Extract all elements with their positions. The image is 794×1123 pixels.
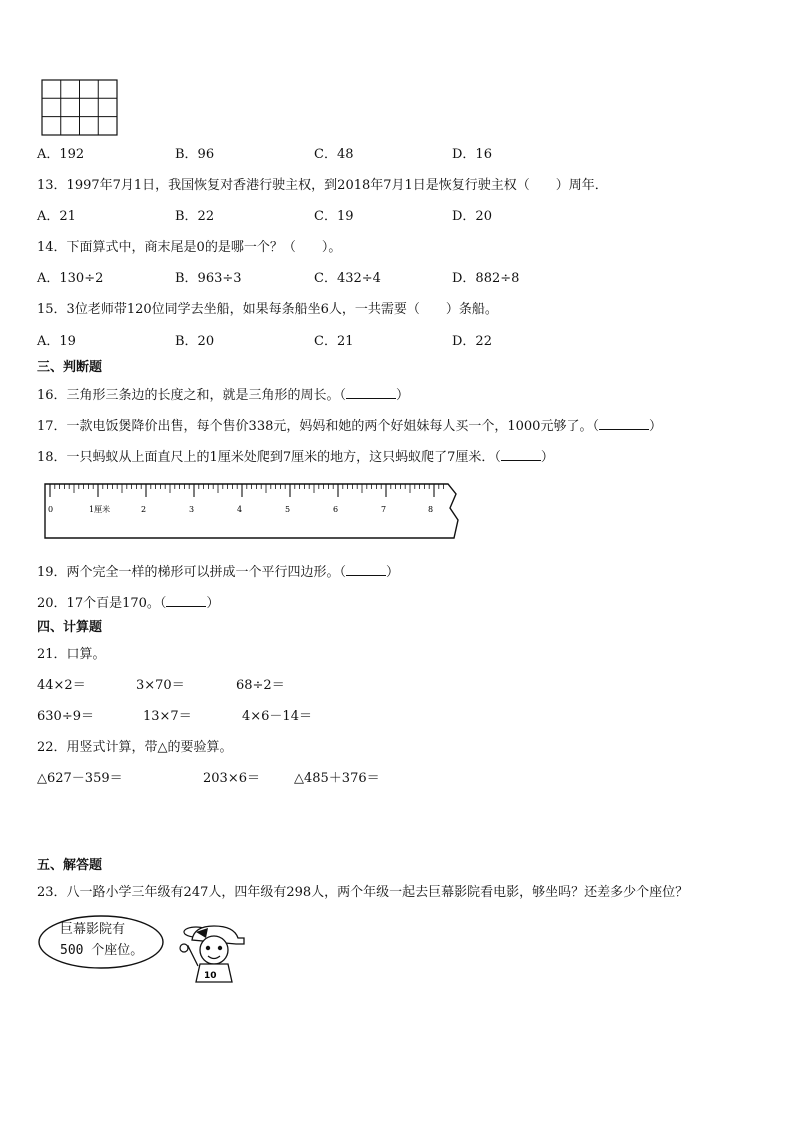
q21-text: 21．口算。 <box>37 647 106 662</box>
q15-text: 15．3位老师带120位同学去坐船，如果每条船坐6人，一共需要（ ）条船。 <box>37 302 498 317</box>
q12-option-b: B．96 <box>175 147 215 162</box>
q14-option-a: A．130÷2 <box>37 271 104 286</box>
q17-line <box>37 417 662 435</box>
ruler-label-5: 5 <box>285 505 291 514</box>
boy-illustration <box>178 922 250 986</box>
q14-option-d: D．882÷8 <box>452 271 520 286</box>
q16-line <box>37 386 409 404</box>
svg-text:10: 10 <box>204 971 217 981</box>
q18-close: ） <box>540 450 554 465</box>
ruler-label-0: 0 <box>48 505 54 514</box>
q21-item: 44×2＝ <box>37 678 86 693</box>
ruler-label-2: 2 <box>141 505 147 514</box>
q12-option-a: A．192 <box>37 147 85 162</box>
q21-item: 13×7＝ <box>143 709 192 724</box>
q14-option-c: C．432÷4 <box>314 271 381 286</box>
q12-option-c: C．48 <box>314 147 354 162</box>
q20-answer-blank[interactable] <box>166 594 206 607</box>
ruler-label-1: 1厘米 <box>89 505 111 514</box>
ruler-figure <box>44 482 472 542</box>
section-3-title: 三、判断题 <box>37 360 103 375</box>
q13-option-d: D．20 <box>452 209 492 224</box>
q19-close: ） <box>386 565 400 580</box>
q15-option-d: D．22 <box>452 334 492 349</box>
q16-answer-blank[interactable] <box>346 386 396 399</box>
q18-answer-blank[interactable] <box>501 448 541 461</box>
q17-text: 17．一款电饭煲降价出售，每个售价338元，妈妈和她的两个好姐妹每人买一个，1000元够了。（ <box>37 419 599 434</box>
q17-answer-blank[interactable] <box>599 417 649 430</box>
q21-item: 4×6－14＝ <box>242 709 312 724</box>
q13-option-a: A．21 <box>37 209 76 224</box>
bubble-line-1: 巨幕影院有 <box>60 922 126 937</box>
ruler-label-8: 8 <box>428 505 434 514</box>
q21-item: 3×70＝ <box>136 678 185 693</box>
bubble-line-2: 500 个座位。 <box>60 943 144 958</box>
q17-close: ） <box>648 419 662 434</box>
q15-option-a: A．19 <box>37 334 76 349</box>
q13-option-b: B．22 <box>175 209 215 224</box>
q23-text: 23．八一路小学三年级有247人，四年级有298人，两个年级一起去巨幕影院看电影，够坐吗？还差多少个座位？ <box>37 885 689 900</box>
q22-item: △627－359＝ <box>37 771 123 786</box>
q18-text: 18．一只蚂蚁从上面直尺上的1厘米处爬到7厘米的地方，这只蚂蚁爬了7厘米．（ <box>37 450 501 465</box>
q19-answer-blank[interactable] <box>346 563 386 576</box>
q21-item: 630÷9＝ <box>37 709 94 724</box>
grid-figure <box>41 79 119 137</box>
q21-item: 68÷2＝ <box>236 678 285 693</box>
q20-close: ） <box>206 596 220 611</box>
ruler-label-3: 3 <box>189 505 195 514</box>
q15-option-c: C．21 <box>314 334 354 349</box>
q12-option-d: D．16 <box>452 147 492 162</box>
section-5-title: 五、解答题 <box>37 858 103 873</box>
q14-text: 14．下面算式中，商末尾是0的是哪一个？（ ）。 <box>37 240 342 255</box>
section-4-title: 四、计算题 <box>37 620 103 635</box>
q18-line <box>37 448 554 466</box>
q20-line <box>37 594 219 612</box>
ruler-label-7: 7 <box>381 505 387 514</box>
ruler-label-6: 6 <box>333 505 339 514</box>
q13-option-c: C．19 <box>314 209 354 224</box>
q16-close: ） <box>396 388 410 403</box>
q19-line <box>37 563 399 581</box>
ruler-label-4: 4 <box>237 505 243 514</box>
q22-item: △485＋376＝ <box>294 771 380 786</box>
q13-text: 13．1997年7月1日，我国恢复对香港行驶主权，到2018年7月1日是恢复行驶主权（ ）周年． <box>37 178 608 193</box>
q22-text: 22．用竖式计算，带△的要验算。 <box>37 740 233 755</box>
q22-item: 203×6＝ <box>203 771 260 786</box>
q16-text: 16．三角形三条边的长度之和，就是三角形的周长。（ <box>37 388 347 403</box>
q19-text: 19．两个完全一样的梯形可以拼成一个平行四边形。（ <box>37 565 347 580</box>
q15-option-b: B．20 <box>175 334 215 349</box>
q20-text: 20．17个百是170。（ <box>37 596 167 611</box>
q14-option-b: B．963÷3 <box>175 271 242 286</box>
